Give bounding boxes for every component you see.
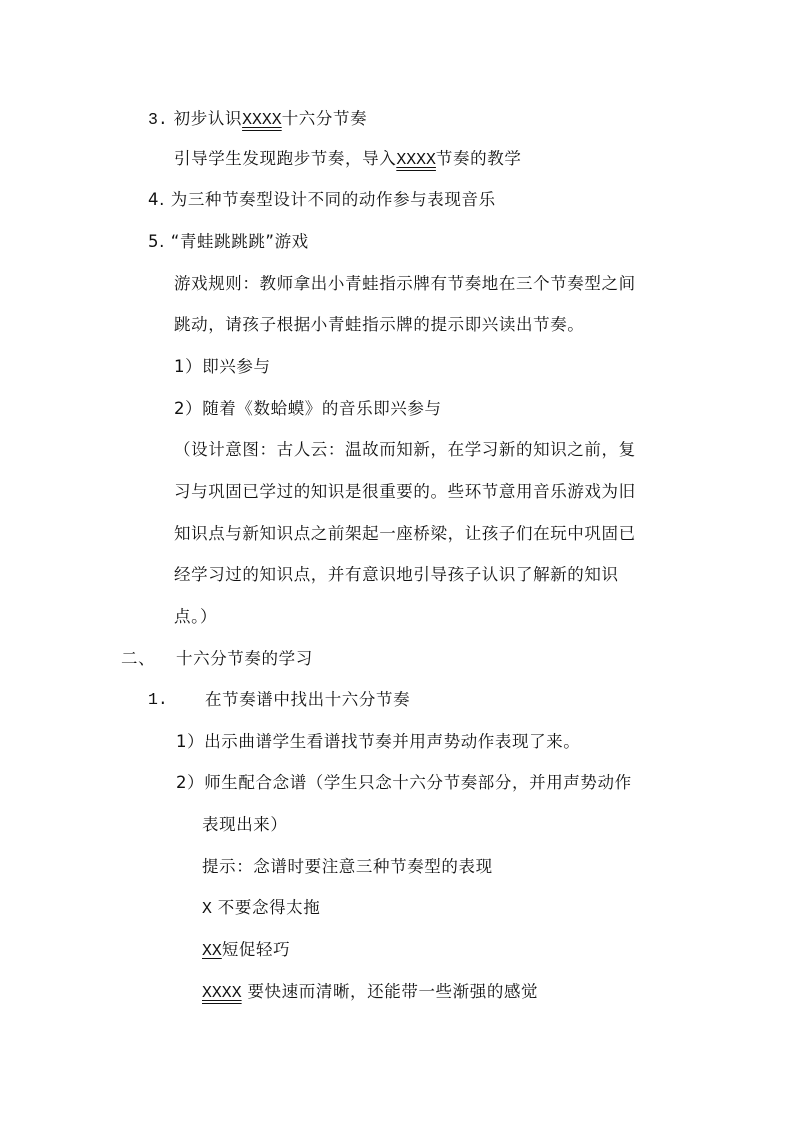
design-intent-line-4: 经学习过的知识点，并有意识地引导孩子认识了解新的知识 (174, 565, 619, 584)
step-sub-2-line-1: 2）师生配合念谱（学生只念十六分节奏部分，并用声势动作 (176, 773, 632, 792)
item-3-detail (174, 148, 521, 171)
rhythm-notation: X (202, 899, 212, 918)
rhythm-tip-1 (202, 897, 320, 920)
text-run: 要快速而清晰，还能带一些渐强的感觉 (241, 982, 539, 1001)
design-intent-line-2: 习与巩固已学过的知识是很重要的。些环节意用音乐游戏为旧 (174, 482, 636, 501)
item-number: 3. (148, 110, 168, 129)
rhythm-notation: XX (202, 941, 222, 960)
rhythm-tip-2 (202, 939, 290, 962)
step-sub-1: 1）出示曲谱学生看谱找节奏并用声势动作表现了来。 (176, 732, 581, 751)
section-heading-number: 二、 (121, 649, 156, 668)
game-rule-line-1: 游戏规则：教师拿出小青蛙指示牌有节奏地在三个节奏型之间 (174, 274, 636, 293)
text-run: 节奏的教学 (435, 149, 522, 168)
sub-item-2: 2）随着《数蛤蟆》的音乐即兴参与 (174, 399, 442, 418)
text-run: 短促轻巧 (221, 940, 291, 959)
step-1-text: 在节奏谱中找出十六分节奏 (205, 690, 411, 709)
rhythm-tip-3 (202, 981, 538, 1004)
rhythm-notation: XXXX (396, 150, 436, 169)
tip-line: 提示：念谱时要注意三种节奏型的表现 (202, 857, 493, 876)
design-intent-line-1: （设计意图：古人云：温故而知新，在学习新的知识之前，复 (174, 440, 636, 459)
step-1-number: 1. (148, 690, 168, 709)
rhythm-notation: XXXX (202, 983, 242, 1002)
design-intent-line-5: 点。） (174, 607, 218, 626)
item-4-line: 4. 为三种节奏型设计不同的动作参与表现音乐 (148, 190, 496, 209)
game-rule-line-2: 跳动，请孩子根据小青蛙指示牌的提示即兴读出节奏。 (174, 315, 585, 334)
step-sub-2-line-2: 表现出来） (202, 815, 288, 834)
item-5-line: 5. “青蛙跳跳跳”游戏 (148, 232, 309, 251)
item-text: 初步认识 (173, 109, 243, 128)
sub-item-1: 1）即兴参与 (174, 357, 271, 376)
item-3-line (148, 108, 367, 131)
section-heading: 十六分节奏的学习 (176, 649, 313, 668)
text-run: 不要念得太拖 (217, 898, 321, 917)
item-text: 十六分节奏 (281, 109, 368, 128)
text-run: 引导学生发现跑步节奏，导入 (174, 149, 397, 168)
design-intent-line-3: 知识点与新知识点之前架起一座桥梁，让孩子们在玩中巩固已 (174, 524, 636, 543)
rhythm-notation: XXXX (242, 110, 282, 129)
